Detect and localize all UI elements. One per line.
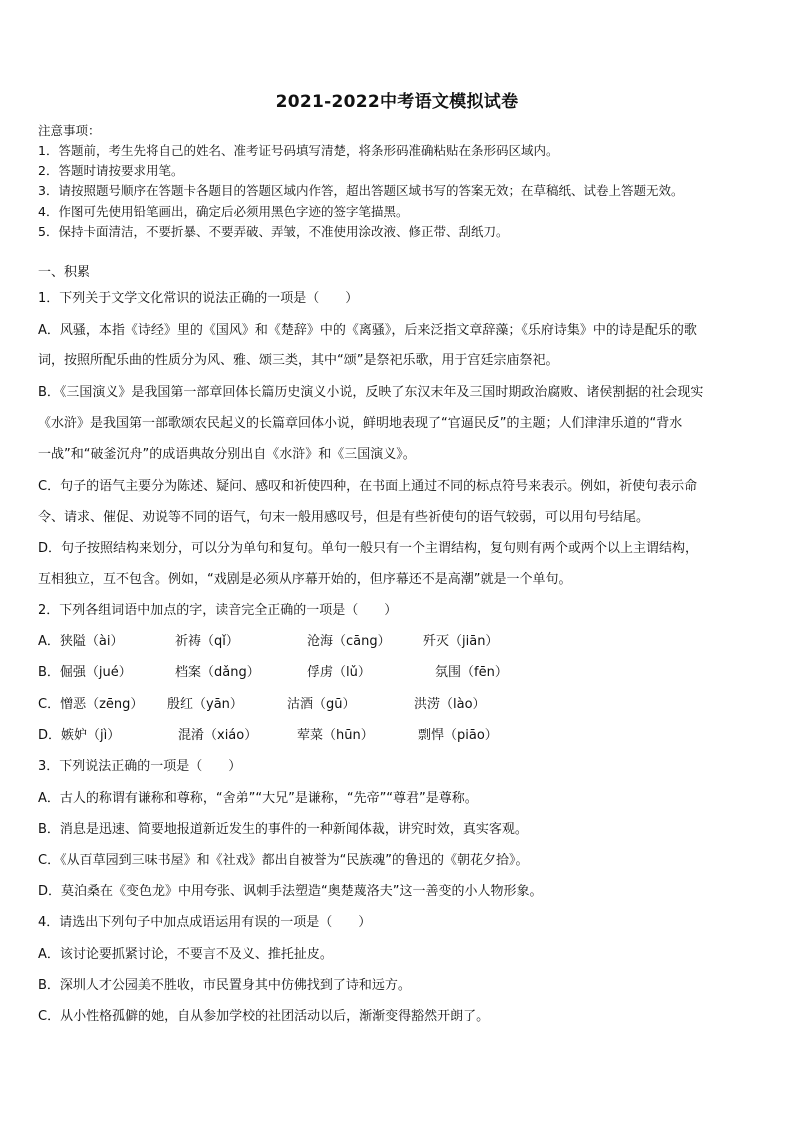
- q3-option-a: A．古人的称谓有谦称和尊称，“舍弟”“大兄”是谦称，“先帝”“尊君”是尊称。: [38, 791, 478, 806]
- notice-item-3: 3．请按照题号顺序在答题卡各题目的答题区域内作答，超出答题区域书写的答案无效；在草稿纸、试卷上答题无效。: [38, 183, 684, 198]
- q2-b-word-2: 档案（dǎng）: [175, 665, 260, 680]
- q3-stem: 3．下列说法正确的一项是（ ）: [38, 759, 242, 774]
- q2-c-word-3: 沽酒（gū）: [287, 697, 356, 712]
- q2-b-word-3: 俘虏（lǔ）: [307, 665, 371, 680]
- q1-option-d-line2: 互相独立，互不包含。例如，“戏剧是必须从序幕开始的，但序幕还不是高潮”就是一个单句。: [38, 572, 572, 587]
- q2-d-word-4: 剽悍（piāo）: [418, 728, 498, 743]
- notice-heading: 注意事项：: [38, 123, 101, 138]
- q1-option-a-line1: A．风骚，本指《诗经》里的《国风》和《楚辞》中的《离骚》，后来泛指文章辞藻；《乐府诗集》中的诗是配乐的歌: [38, 323, 697, 338]
- q2-d-word-3: 荤菜（hūn）: [297, 728, 374, 743]
- q4-option-a: A．该讨论要抓紧讨论，不要言不及义、推托扯皮。: [38, 947, 333, 962]
- q1-option-a-line2: 词，按照所配乐曲的性质分为风、雅、颂三类，其中“颂”是祭祀乐歌，用于宫廷宗庙祭祀。: [38, 353, 559, 368]
- q1-option-c-line1: C．句子的语气主要分为陈述、疑问、感叹和祈使四种，在书面上通过不同的标点符号来表示。例如，祈使句表示命: [38, 479, 698, 494]
- q2-option-d: [38, 727, 498, 745]
- q1-option-d-line1: D．句子按照结构来划分，可以分为单句和复句。单句一般只有一个主谓结构，复句则有两个或两个以上主谓结构，: [38, 541, 699, 556]
- q3-option-b: B．消息是迅速、简要地报道新近发生的事件的一种新闻体裁，讲究时效，真实客观。: [38, 822, 528, 837]
- q2-option-c: [38, 696, 486, 714]
- q2-b-word-4: 氛围（fēn）: [435, 665, 508, 680]
- q3-option-c: C．《从百草园到三味书屋》和《社戏》都出自被誉为“民族魂”的鲁迅的《朝花夕拾》。: [38, 853, 529, 868]
- notice-item-5: 5．保持卡面清洁，不要折暴、不要弄破、弄皱，不准使用涂改液、修正带、刮纸刀。: [38, 224, 509, 239]
- notice-item-4: 4．作图可先使用铅笔画出，确定后必须用黑色字迹的签字笔描黑。: [38, 204, 409, 219]
- q2-c-word-4: 洪涝（lào）: [414, 697, 486, 712]
- q2-c-word-1: C．憎恶（zēng）: [38, 697, 144, 712]
- q2-c-word-2: 殷红（yān）: [167, 697, 243, 712]
- q2-d-word-1: D．嫉妒（jì）: [38, 728, 121, 743]
- q2-option-b: [38, 664, 508, 682]
- q2-option-a: [38, 633, 498, 651]
- notice-item-1: 1．答题前，考生先将自己的姓名、准考证号码填写清楚，将条形码准确粘贴在条形码区域内。: [38, 143, 559, 158]
- notice-item-2: 2．答题时请按要求用笔。: [38, 163, 184, 178]
- q4-stem: 4．请选出下列句子中加点成语运用有误的一项是（ ）: [38, 915, 372, 930]
- q3-option-d: D．莫泊桑在《变色龙》中用夸张、讽刺手法塑造“奥楚蔑洛夫”这一善变的小人物形象。: [38, 884, 543, 899]
- q2-a-word-2: 祈祷（qǐ）: [175, 634, 239, 649]
- q2-d-word-2: 混淆（xiáo）: [178, 728, 258, 743]
- q1-option-c-line2: 令、请求、催促、劝说等不同的语气，句末一般用感叹号，但是有些祈使句的语气较弱，可以用句号结尾。: [38, 510, 650, 525]
- q2-a-word-4: 歼灭（jiān）: [423, 634, 499, 649]
- q2-stem: 2．下列各组词语中加点的字，读音完全正确的一项是（ ）: [38, 603, 398, 618]
- q1-stem: 1．下列关于文学文化常识的说法正确的一项是（ ）: [38, 291, 359, 306]
- section-heading: 一、积累: [38, 265, 91, 280]
- q2-b-word-1: B．倔强（jué）: [38, 665, 132, 680]
- q1-option-b-line1: B．《三国演义》是我国第一部章回体长篇历史演义小说，反映了东汉末年及三国时期政治腐败、诸侯割据的社会现实: [38, 385, 704, 400]
- q2-a-word-3: 沧海（cāng）: [307, 634, 391, 649]
- q4-option-b: B．深圳人才公园美不胜收，市民置身其中仿佛找到了诗和远方。: [38, 978, 411, 993]
- page-title: 2021-2022中考语文模拟试卷: [275, 92, 519, 112]
- q4-option-c: C．从小性格孤僻的她，自从参加学校的社团活动以后，渐渐变得豁然开朗了。: [38, 1009, 490, 1024]
- q2-a-word-1: A．狭隘（ài）: [38, 634, 124, 649]
- q1-option-b-line2: 《水浒》是我国第一部歌颂农民起义的长篇章回体小说，鲜明地表现了“官逼民反”的主题；人们津津乐道的“背水: [38, 416, 683, 431]
- q1-option-b-line3: 一战”和“破釜沉舟”的成语典故分别出自《水浒》和《三国演义》。: [38, 447, 416, 462]
